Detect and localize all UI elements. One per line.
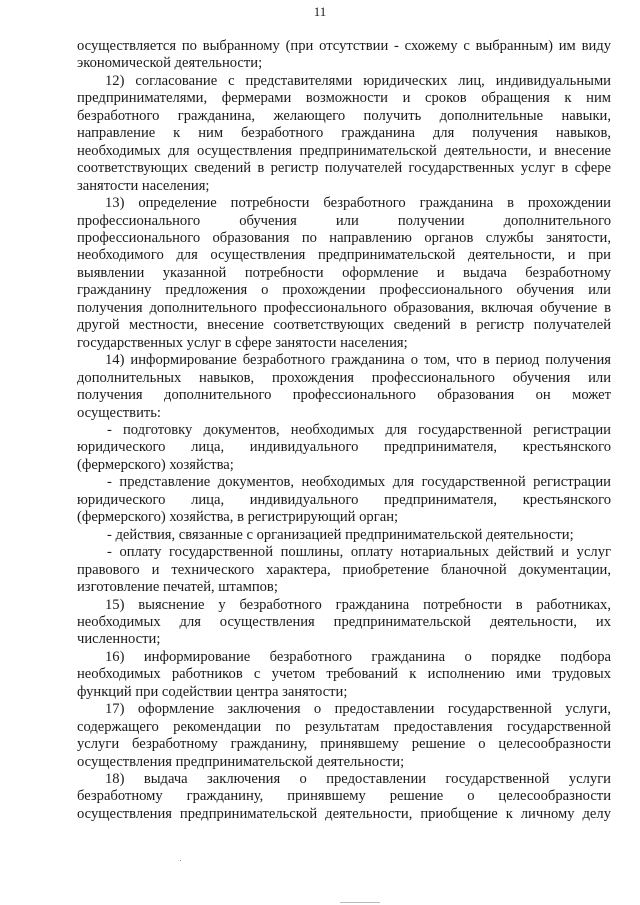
text-line: безработного гражданина, желающего получить дополнительные навыки, <box>77 107 611 124</box>
text-line: занятости населения; <box>77 177 210 194</box>
text-line: осуществления предпринимательской деятельности; <box>77 753 405 770</box>
text-line: 12) согласование с представителями юридических лиц, индивидуальными <box>105 72 611 89</box>
text-line: соответствующих сведений в регистр получателей государственных услуг в сфере <box>77 160 611 177</box>
text-line: предпринимателями, фермерами возможности и сроков обращения к ним <box>77 90 611 107</box>
text-line: осуществить: <box>77 404 161 421</box>
text-line: численности; <box>77 631 161 648</box>
text-line: - представление документов, необходимых для государственной регистрации <box>107 474 611 491</box>
text-line: экономической деятельности; <box>77 55 263 72</box>
text-line: (фермерского) хозяйства, в регистрирующий орган; <box>77 509 399 526</box>
document-body <box>77 38 611 823</box>
text-line: 13) определение потребности безработного гражданина в прохождении <box>105 195 611 212</box>
text-line: безработному гражданину, принявшему решение о целесообразности <box>77 788 611 805</box>
text-line: дополнительных навыков, прохождения профессионального обучения или <box>77 369 611 386</box>
text-line: выявлении указанной потребности оформление и выдача безработному <box>77 264 611 281</box>
text-line: - оплату государственной пошлины, оплату нотариальных действий и услуг <box>107 544 611 561</box>
text-line: услуги безработному гражданину, принявшему решение о целесообразности <box>77 736 611 753</box>
text-line: получения дополнительного профессионального образования он может <box>77 387 611 404</box>
text-line: осуществляется по выбранному (при отсутствии - схожему с выбранным) им виду <box>77 38 611 54</box>
text-line: другой местности, внесение соответствующих сведений в регистр получателей <box>77 317 611 334</box>
text-line: 17) оформление заключения о предоставлении государственной услуги, <box>105 701 611 718</box>
text-line: - действия, связанные с организацией предпринимательской деятельности; <box>107 526 574 543</box>
page-number: 11 <box>313 4 327 19</box>
text-line: необходимых для осуществления предпринимательской деятельности, их <box>77 613 611 630</box>
text-line: необходимого для осуществления предпринимательской деятельности, и при <box>77 247 611 264</box>
text-line: профессионального обучения или получении дополнительного <box>77 212 611 229</box>
text-line: юридического лица, индивидуального предпринимателя, крестьянского <box>77 491 611 508</box>
text-line: правового и технического характера, приобретение бланочной документации, <box>77 561 611 578</box>
text-line: направление к ним безработного гражданина для получения навыков, <box>77 125 611 142</box>
text-line: необходимых работников с учетом требований к исполнению ими трудовых <box>77 666 611 683</box>
text-line: необходимых для осуществления предпринимательской деятельности, и внесение <box>77 142 611 159</box>
text-line: (фермерского) хозяйства; <box>77 456 234 473</box>
text-line: изготовление печатей, штампов; <box>77 579 278 596</box>
text-line: 16) информирование безработного гражданина о порядке подбора <box>105 648 611 665</box>
text-line: юридического лица, индивидуального предпринимателя, крестьянского <box>77 439 611 456</box>
text-line: функций при содействии центра занятости; <box>77 683 348 700</box>
text-line: государственных услуг в сфере занятости населения; <box>77 334 408 351</box>
text-line: 14) информирование безработного гражданина о том, что в период получения <box>105 352 611 369</box>
scan-artifact <box>340 902 380 903</box>
text-line: - подготовку документов, необходимых для государственной регистрации <box>107 421 611 438</box>
scan-artifact <box>180 860 181 861</box>
text-line: профессионального образования по направлению органов службы занятости, <box>77 229 611 246</box>
text-line: гражданину предложения о прохождении профессионального обучения или <box>77 282 611 299</box>
text-line: 18) выдача заключения о предоставлении государственной услуги <box>105 771 611 788</box>
text-line: получения дополнительного профессионального образования, включая обучение в <box>77 299 611 316</box>
text-line: содержащего рекомендации по результатам предоставления государственной <box>77 718 611 735</box>
text-line: 15) выяснение у безработного гражданина потребности в работниках, <box>105 596 611 613</box>
text-line: осуществления предпринимательской деятельности, приобщение к личному делу <box>77 805 611 822</box>
